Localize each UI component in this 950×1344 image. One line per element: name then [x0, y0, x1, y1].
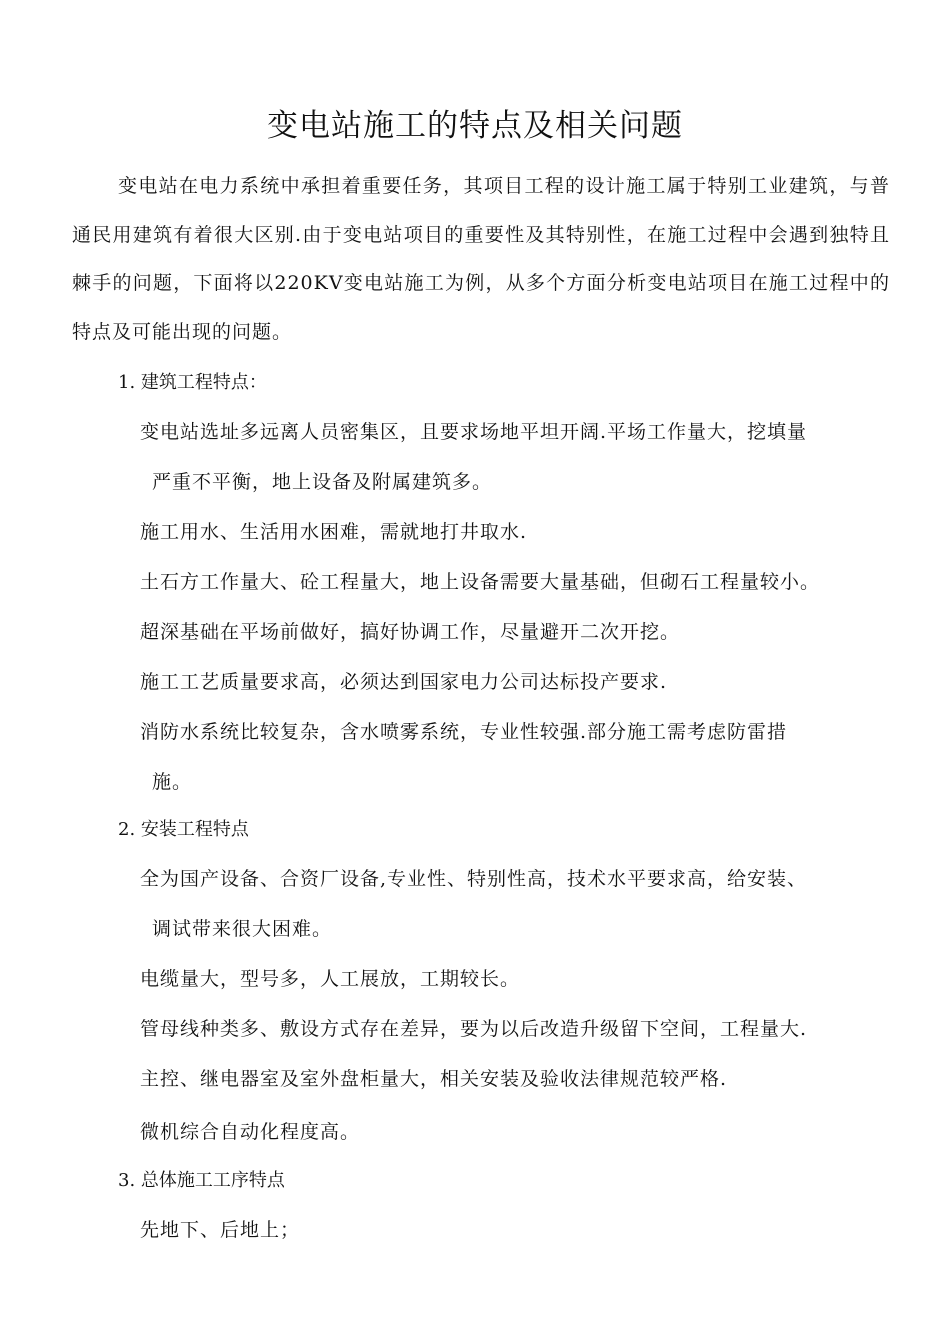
list-item — [140, 1054, 890, 1104]
item-text: 变电站选址多远离人员密集区，且要求场地平坦开阔.平场工作量大，挖填量 — [140, 421, 808, 443]
list-item — [140, 1004, 890, 1054]
list-item — [140, 707, 890, 807]
item-text: 主控、继电器室及室外盘柜量大，相关安装及验收法律规范较严格. — [140, 1068, 728, 1090]
intro-paragraph: 变电站在电力系统中承担着重要任务，其项目工程的设计施工属于特别工业建筑，与普通民用建筑有着很大区别.由于变电站项目的重要性及其特别性，在施工过程中会遇到独特且棘手的问题，下面将以220KV变电站施工为例，从多个方面分析变电站项目在施工过程中的特点及可能出现的问题。 — [72, 175, 890, 343]
item-text-continued: 施。 — [152, 771, 193, 793]
item-text: 消防水系统比较复杂，含水喷雾系统，专业性较强.部分施工需考虑防雷措 — [140, 721, 788, 743]
list-item — [140, 854, 890, 954]
item-text: 土石方工作量大、砼工程量大，地上设备需要大量基础，但砌石工程量较小。 — [140, 571, 821, 593]
item-text-continued: 调试带来很大困难。 — [152, 918, 333, 940]
item-text: 施工工艺质量要求高，必须达到国家电力公司达标投产要求. — [140, 671, 668, 693]
item-text: 施工用水、生活用水困难，需就地打井取水. — [140, 521, 528, 543]
section-heading-3: 3. 总体施工工序特点 — [118, 1170, 285, 1191]
section-heading-2: 2. 安装工程特点 — [118, 819, 249, 840]
list-item — [140, 954, 890, 1004]
item-text: 管母线种类多、敷设方式存在差异，要为以后改造升级留下空间，工程量大. — [140, 1018, 808, 1040]
list-item — [140, 657, 890, 707]
document-title: 变电站施工的特点及相关问题 — [267, 108, 683, 144]
list-item — [140, 407, 890, 507]
list-item — [140, 607, 890, 657]
item-text: 先地下、后地上； — [140, 1219, 301, 1241]
section-heading-1: 1. 建筑工程特点： — [118, 372, 267, 393]
item-text: 微机综合自动化程度高。 — [140, 1121, 361, 1143]
list-item — [140, 557, 890, 607]
list-item — [140, 1107, 890, 1157]
item-text: 电缆量大，型号多，人工展放，工期较长。 — [140, 968, 521, 990]
item-text: 全为国产设备、合资厂设备,专业性、特别性高，技术水平要求高，给安装、 — [140, 868, 808, 890]
list-item — [140, 507, 890, 557]
list-item — [140, 1205, 890, 1255]
item-text-continued: 严重不平衡，地上设备及附属建筑多。 — [152, 471, 493, 493]
item-text: 超深基础在平场前做好，搞好协调工作，尽量避开二次开挖。 — [140, 621, 681, 643]
